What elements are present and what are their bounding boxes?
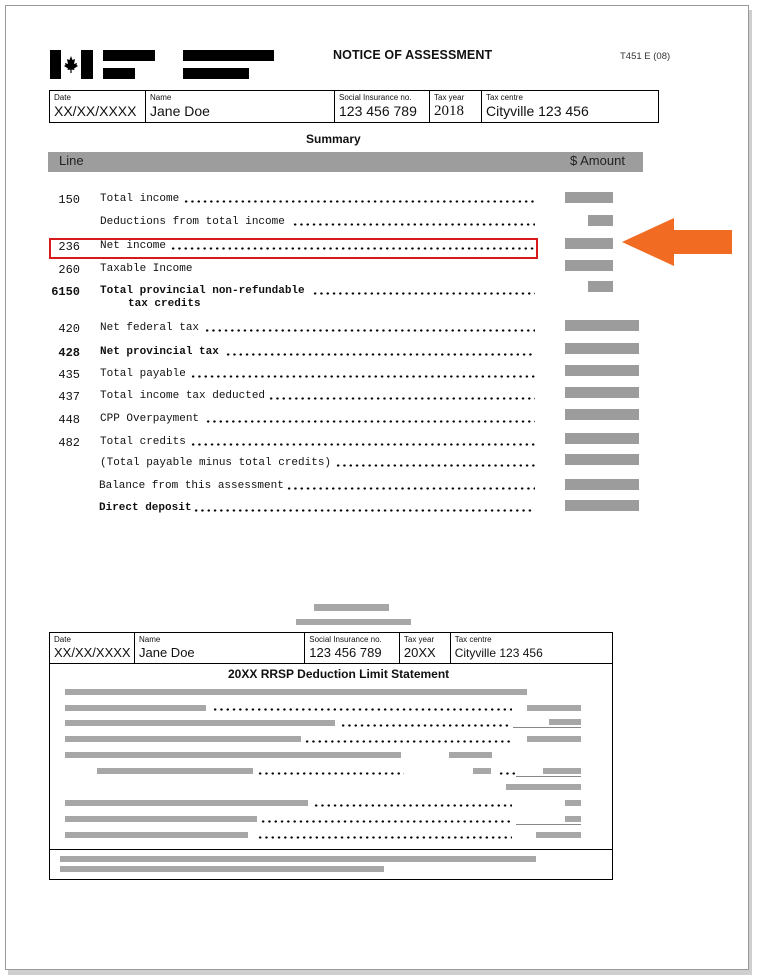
line-number: 435 <box>58 368 80 382</box>
leader-dots <box>312 292 535 295</box>
leader-dots <box>335 464 535 467</box>
redacted-line <box>60 866 384 872</box>
summary-column-header <box>48 152 643 172</box>
row-description: Direct deposit <box>99 502 192 514</box>
date-cell: Date XX/XX/XXXX <box>50 633 135 663</box>
rrsp-statement <box>49 632 613 880</box>
line-number: 6150 <box>51 285 80 299</box>
tax-year-cell: Tax year 20XX <box>400 633 451 663</box>
redacted-amount <box>565 387 639 398</box>
tax-year-cell: Tax year 2018 <box>430 91 482 122</box>
tax-centre-value: Cityville 123 456 <box>486 103 589 119</box>
redacted-amount <box>588 281 613 292</box>
leader-dots <box>292 223 535 226</box>
tax-year-value: 20XX <box>403 645 436 660</box>
redacted-amount <box>565 454 639 465</box>
tax-centre-cell: Tax centre Cityville 123 456 <box>482 91 658 122</box>
line-number: 448 <box>58 413 80 427</box>
redacted-amount <box>565 433 639 444</box>
leader-dots <box>257 772 404 775</box>
line-number: 260 <box>58 263 80 277</box>
redacted-amount <box>565 260 613 271</box>
leader-dots <box>313 804 512 807</box>
leader-dots <box>286 487 535 490</box>
redacted-line <box>536 832 581 838</box>
redacted-line <box>565 816 581 822</box>
rrsp-title: 20XX RRSP Deduction Limit Statement <box>228 667 450 681</box>
amount-column-label: $ Amount <box>570 153 625 168</box>
maple-leaf-icon <box>61 50 81 79</box>
row-description: Total credits <box>100 436 186 448</box>
leader-dots <box>190 443 535 446</box>
leader-dots <box>498 772 516 775</box>
redacted-line <box>543 768 581 774</box>
sin-cell: Social Insurance no. 123 456 789 <box>335 91 430 122</box>
document-title: NOTICE OF ASSESSMENT <box>333 48 493 62</box>
name-value: Jane Doe <box>139 645 195 660</box>
name-cell: Name Jane Doe <box>135 633 305 663</box>
arrow-left-icon <box>622 218 734 266</box>
row-description: Total income <box>100 193 180 205</box>
leader-dots <box>257 836 512 839</box>
line-number: 236 <box>58 240 80 254</box>
redacted-line <box>65 689 527 695</box>
sin-cell: Social Insurance no. 123 456 789 <box>305 633 400 663</box>
redacted-amount <box>588 215 613 226</box>
net-income-highlight <box>49 238 538 259</box>
tax-year-value: 2018 <box>434 103 464 119</box>
line-number: 437 <box>58 390 80 404</box>
row-description-continued: tax credits <box>128 298 201 310</box>
redacted-amount <box>565 343 639 354</box>
redacted-amount <box>565 365 639 376</box>
row-description: CPP Overpayment <box>100 413 200 425</box>
name-cell: Name Jane Doe <box>146 91 335 122</box>
tax-centre-value: Cityville 123 456 <box>454 646 543 660</box>
row-description: Balance from this assessment <box>99 480 284 492</box>
leader-dots <box>190 375 535 378</box>
row-description: Taxable Income <box>100 263 193 275</box>
line-number: 150 <box>58 193 80 207</box>
redacted-line <box>65 736 301 742</box>
redacted-line <box>473 768 491 774</box>
redacted-line <box>65 752 401 758</box>
redacted-line <box>296 619 411 625</box>
line-column-label: Line <box>59 153 84 168</box>
row-description: Total income tax deducted <box>100 390 266 402</box>
leader-dots <box>193 509 535 512</box>
row-description: Deductions from total income <box>100 216 285 228</box>
leader-dots <box>304 740 512 743</box>
redacted-line <box>527 705 581 711</box>
redacted-line <box>506 784 581 790</box>
redacted-amount <box>565 409 639 420</box>
rrsp-identification-bar <box>49 632 613 664</box>
line-number: 420 <box>58 322 80 336</box>
redacted-line <box>565 800 581 806</box>
row-description: Net income <box>100 240 167 252</box>
redacted-line <box>65 705 206 711</box>
redacted-line <box>449 752 492 758</box>
redacted-amount <box>565 500 639 511</box>
underline <box>516 824 581 825</box>
redacted-line <box>65 800 308 806</box>
leader-dots <box>225 353 535 356</box>
date-cell: Date XX/XX/XXXX <box>50 91 146 122</box>
redacted-line <box>314 604 389 611</box>
redacted-line <box>65 720 335 726</box>
tax-centre-cell: Tax centre Cityville 123 456 <box>451 633 612 663</box>
underline <box>516 776 581 777</box>
row-description: (Total payable minus total credits) <box>100 457 332 469</box>
row-description: Net provincial tax <box>100 346 219 358</box>
redacted-line <box>549 719 581 725</box>
leader-dots <box>212 708 512 711</box>
date-value: XX/XX/XXXX <box>54 645 131 660</box>
redacted-amount <box>565 320 639 331</box>
name-value: Jane Doe <box>150 103 210 119</box>
line-number: 428 <box>58 346 80 360</box>
redacted-amount <box>565 238 613 249</box>
underline <box>513 727 581 728</box>
redacted-amount <box>565 479 639 490</box>
sin-value: 123 456 789 <box>339 103 417 119</box>
leader-dots <box>268 397 535 400</box>
row-description: Net federal tax <box>100 322 200 334</box>
redacted-line <box>65 816 257 822</box>
leader-dots <box>340 724 512 727</box>
redacted-line <box>527 736 581 742</box>
date-value: XX/XX/XXXX <box>54 103 137 119</box>
line-number: 482 <box>58 436 80 450</box>
row-description: Total provincial non-refundable <box>100 285 305 297</box>
redacted-amount <box>565 192 613 203</box>
leader-dots <box>205 420 535 423</box>
summary-heading: Summary <box>306 132 361 146</box>
divider <box>50 849 612 850</box>
sin-value: 123 456 789 <box>309 645 382 660</box>
redacted-line <box>60 856 536 862</box>
redacted-line <box>65 832 248 838</box>
leader-dots <box>260 820 512 823</box>
leader-dots <box>204 329 535 332</box>
redacted-line <box>97 768 253 774</box>
form-number: T451 E (08) <box>620 51 671 62</box>
row-description: Total payable <box>100 368 186 380</box>
leader-dots <box>183 200 535 203</box>
identification-bar <box>49 90 659 123</box>
